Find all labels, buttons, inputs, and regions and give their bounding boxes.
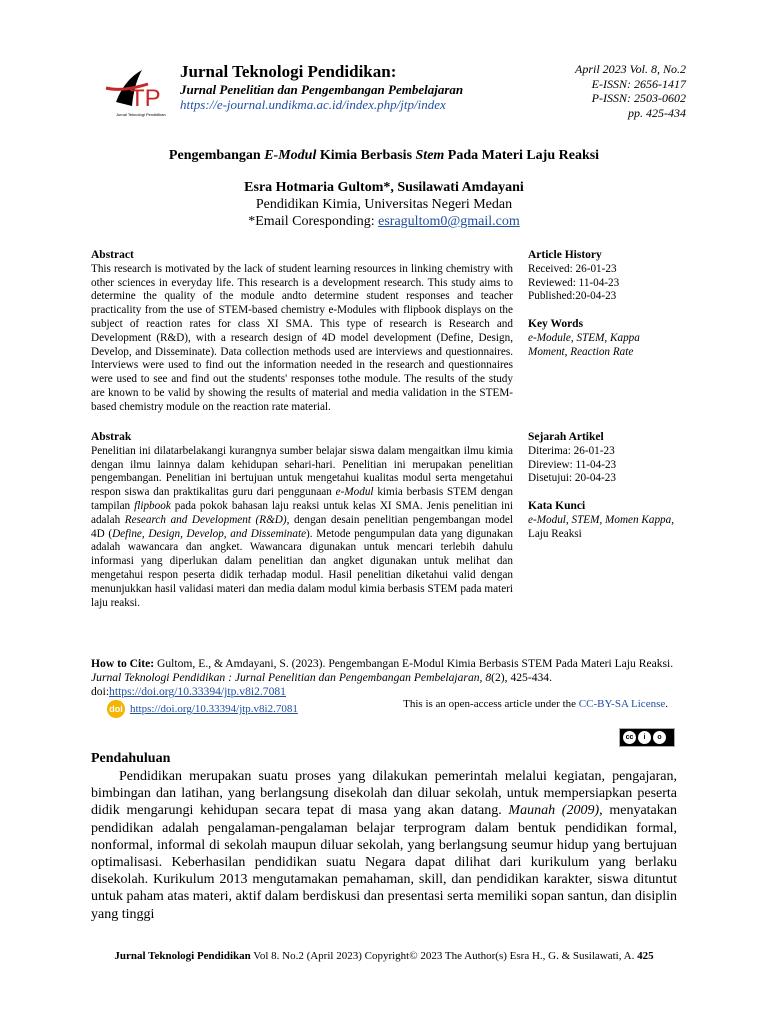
open-access-note: This is an open-access article under the CC-BY-SA License.: [403, 698, 668, 710]
journal-subtitle: Jurnal Penelitian dan Pengembangan Pembelajaran: [180, 82, 464, 97]
keywords-english: Key Words e-Module, STEM, Kappa Moment, Reaction Rate: [528, 318, 640, 358]
logo-text: TP: [130, 85, 161, 112]
abstrak-text: Penelitian ini dilatarbelakangi kurangnya sumber belajar siswa dalam mengaitkan ilmu kimia dengan ilmu lainnya dalam kehidupan sehari-hari. Penelitian ini merupakan penelitian pengembangan. Penelitian ini bertujuan untuk mengetahui kualitas modul serta mengetahui respon siswa dan praktikalitas guru dari penggunaan e-Modul kimia berbasis STEM dengan tampilan flipbook pada pokok bahasan laju reaksi untuk kelas XI SMA. Jenis penelitian ini adalah Research and Development (R&D), dengan desain penelitian pengembangan model 4D (Define, Design, Develop, and Disseminate). Metode pengumpulan data yang digunakan adalah wawancara dan angket. Wawancara digunakan untuk mencari terlebih dahulu informasi yang diperlukan dalam penelitian dan angket digunakan untuk melihat dan mengetahui respon peserta didik terhadap modul. Hasil penelitian diketahui valid dengan menunjukkan hasil validasi materi dan media dalam modul kimia berbasis STEM pada materi laju reaksi.: [91, 444, 513, 609]
abstract-indonesian: [91, 431, 513, 610]
abstract-text: This research is motivated by the lack of student learning resources in linking chemistry with other sciences in everyday life. This research is a development research. This study aims to determine the quality of the module andto determine student responses and teacher practicality from the use of STEM-based chemistry e-Modules with flipbook displays on the subject of reaction rates for class XI SMA. This type of research is Research and Development (R&D), with a research design of 4D model development (Define, Design, Develop, and Disseminate). Data collection methods used are interviews and questionnaires. Interviews were used to find out the information needed in the research and questionnaires were used to see and find out the students' responses tothe module. The results of the study are known to be valid by showing the results of material and media validation in the STEM-based chemistry module on the reaction rate material.: [91, 262, 513, 413]
paper-title: Pengembangan E-Modul Kimia Berbasis Stem Pada Materi Laju Reaksi: [168, 148, 600, 163]
intro-paragraph: Pendidikan merupakan suatu proses yang dilakukan pemerintah melalui kegiatan, pengajaran, bimbingan dan latihan, yang berlangsung disekolah dan diluar sekolah, untuk mempersiapkan peserta didik mengarungi kehidupan secara tepat di masa yang akan datang. Maunah (2009), menyatakan pendidikan adalah pengalaman-pengalaman belajar terprogram dalam bentuk pendidikan formal, nonformal, informal di sekolah maupun diluar sekolah, yang berlangsung seumur hidup yang bertujuan optimalisasi. Keberhasilan pendidikan suatu Negara dapat dilihat dari kurikulum yang berlaku disekolah. Kurikulum 2013 mengutamakan pemahaman, skill, dan pendidikan karakter, siswa dituntut untuk paham atas materi, aktif dalam berdiskusi dan presentasi serta memiliki sopan santun, dan disiplin yang tinggi: [91, 769, 677, 922]
authors: Esra Hotmaria Gultom*, Susilawati Amdayani: [244, 180, 524, 195]
p-issn: P-ISSN: 2503-0602: [591, 91, 686, 106]
section-heading: Pendahuluan: [91, 751, 171, 766]
email-link[interactable]: esragultom0@gmail.com: [378, 214, 520, 229]
issue-meta: [575, 62, 686, 120]
journal-url-link[interactable]: https://e-journal.undikma.ac.id/index.php/jtp/index: [180, 97, 446, 112]
doi-icon: doi: [107, 700, 125, 718]
page-range: pp. 425-434: [628, 105, 686, 120]
e-issn: E-ISSN: 2656-1417: [591, 76, 686, 91]
doi-row: [107, 700, 298, 718]
corresponding-email: *Email Coresponding: esragultom0@gmail.com: [248, 214, 520, 229]
license-link[interactable]: CC-BY-SA License: [578, 698, 666, 710]
sejarah-artikel: Sejarah Artikel Diterima: 26-01-23 Direview: 11-04-23 Disetujui: 20-04-23: [528, 431, 617, 485]
logo-caption: Jurnal Teknologi Pendidikan: [116, 112, 166, 117]
issue-info: April 2023 Vol. 8, No.2: [574, 62, 686, 76]
journal-title: Jurnal Teknologi Pendidikan:: [180, 62, 397, 81]
abstract-heading: Abstract: [91, 249, 134, 261]
kata-kunci: Kata Kunci e-Modul, STEM, Momen Kappa, Laju Reaksi: [528, 500, 675, 540]
citation-doi-link[interactable]: https://doi.org/10.33394/jtp.v8i2.7081: [109, 685, 286, 699]
journal-logo: [102, 62, 170, 120]
abstrak-heading: Abstrak: [91, 431, 132, 443]
page-number: 425: [637, 950, 654, 962]
how-to-cite: How to Cite: Gultom, E., & Amdayani, S. (2023). Pengembangan E-Modul Kimia Berbasis STEM Pada Materi Laju Reaksi. Jurnal Teknologi Pendidikan : Jurnal Penelitian dan Pengembangan Pembelajaran, 8(2), 425-434. doi:https://doi.org/10.33394/jtp.v8i2.7081: [91, 657, 674, 699]
affiliation: Pendidikan Kimia, Universitas Negeri Medan: [255, 197, 513, 212]
article-history: Article History Received: 26-01-23 Reviewed: 11-04-23 Published:20-04-23: [528, 249, 620, 303]
doi-link[interactable]: https://doi.org/10.33394/jtp.v8i2.7081: [130, 703, 298, 715]
page-footer: Jurnal Teknologi Pendidikan Vol 8. No.2 (April 2023) Copyright© 2023 The Author(s) Esra H., G. & Susilawati, A. 425: [114, 950, 654, 962]
abstract-english: [91, 249, 513, 415]
cc-by-sa-icon[interactable]: cc i o: [619, 728, 675, 747]
